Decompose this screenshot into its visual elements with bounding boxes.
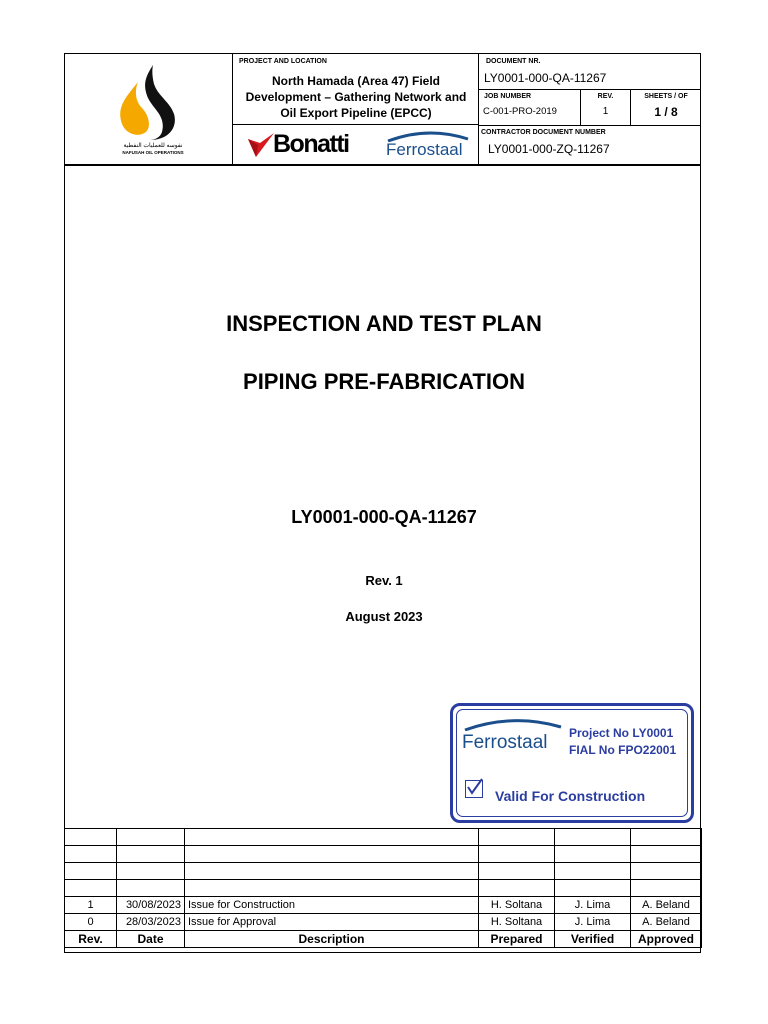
- revision-verified: J. Lima: [555, 914, 631, 931]
- revision-table: [64, 828, 702, 948]
- stamp-valid-text: Valid For Construction: [495, 788, 646, 804]
- revision-empty-row: [65, 846, 702, 863]
- revision-empty-row: [65, 829, 702, 846]
- rev-label: REV.: [597, 93, 614, 100]
- project-location-text: [234, 73, 478, 121]
- revision-header-row: [65, 931, 702, 948]
- job-number-label: JOB NUMBER: [484, 93, 532, 100]
- revision-rev: 0: [65, 914, 117, 931]
- nafusah-english-name: NAFUSAH OIL OPERATIONS: [122, 150, 184, 155]
- rev-value: 1: [602, 106, 609, 117]
- issue-date-title: August 2023: [345, 609, 423, 624]
- header-divider-contractor: [478, 125, 701, 126]
- sheets-value: 1 / 8: [654, 105, 678, 119]
- stamp-project-no: Project No LY0001: [569, 726, 674, 740]
- revision-prepared: H. Soltana: [479, 914, 555, 931]
- revision-header-verified: Verified: [555, 931, 631, 948]
- nafusah-flame-icon: [108, 62, 198, 142]
- revision-rev: 1: [65, 897, 117, 914]
- header-bottom-line: [64, 164, 701, 166]
- header-divider-job: [478, 89, 701, 90]
- revision-header-rev: Rev.: [65, 931, 117, 948]
- revision-header-date: Date: [117, 931, 185, 948]
- revision-title: Rev. 1: [365, 573, 403, 588]
- contractor-doc-label: CONTRACTOR DOCUMENT NUMBER: [481, 129, 606, 136]
- revision-approved: A. Beland: [631, 914, 702, 931]
- job-number-value: C-001-PRO-2019: [483, 106, 557, 117]
- contractor-doc-value: LY0001-000-ZQ-11267: [488, 142, 610, 156]
- document-number-title: LY0001-000-QA-11267: [291, 507, 477, 527]
- revision-header-description: Description: [185, 931, 479, 948]
- revision-description: Issue for Approval: [185, 914, 479, 931]
- stamp-fial-no: FIAL No FPO22001: [569, 743, 677, 757]
- sheets-label: SHEETS / OF: [644, 93, 688, 100]
- header-divider-logos: [232, 124, 478, 125]
- revision-row: [65, 914, 702, 931]
- revision-header-prepared: Prepared: [479, 931, 555, 948]
- project-line-2: Development – Gathering Network and: [245, 90, 467, 104]
- document-nr-value: LY0001-000-QA-11267: [484, 71, 607, 85]
- valid-for-construction-stamp: [450, 703, 694, 823]
- stamp-ferrostaal-arc-icon: [463, 717, 563, 731]
- nafusah-arabic-name: نفوسه للعمليات النفطية: [123, 143, 183, 149]
- project-line-1: North Hamada (Area 47) Field: [271, 74, 441, 88]
- revision-date: 30/08/2023: [117, 897, 185, 914]
- document-subtitle: PIPING PRE-FABRICATION: [243, 369, 525, 394]
- header-divider-1: [232, 53, 233, 164]
- project-location-label: PROJECT AND LOCATION: [239, 58, 327, 65]
- project-line-3: Oil Export Pipeline (EPCC): [280, 106, 432, 120]
- ferrostaal-wordmark: Ferrostaal: [386, 140, 463, 159]
- revision-empty-row: [65, 863, 702, 880]
- stamp-checkmark-icon: [465, 778, 483, 796]
- revision-approved: A. Beland: [631, 897, 702, 914]
- ferrostaal-logo-header: [384, 128, 474, 162]
- bonatti-check-icon: [246, 131, 276, 159]
- revision-prepared: H. Soltana: [479, 897, 555, 914]
- revision-description: Issue for Construction: [185, 897, 479, 914]
- revision-header-approved: Approved: [631, 931, 702, 948]
- revision-empty-row: [65, 880, 702, 897]
- document-title: INSPECTION AND TEST PLAN: [226, 311, 542, 336]
- stamp-checkbox-icon: [465, 780, 483, 798]
- revision-date: 28/03/2023: [117, 914, 185, 931]
- stamp-ferrostaal-wordmark: Ferrostaal: [462, 732, 548, 753]
- revision-verified: J. Lima: [555, 897, 631, 914]
- document-nr-label: DOCUMENT NR.: [486, 58, 541, 65]
- revision-row: [65, 897, 702, 914]
- bonatti-logo: [246, 130, 366, 160]
- header-divider-2: [478, 53, 479, 164]
- bonatti-wordmark: Bonatti: [273, 130, 349, 158]
- nafusah-logo: [108, 62, 198, 162]
